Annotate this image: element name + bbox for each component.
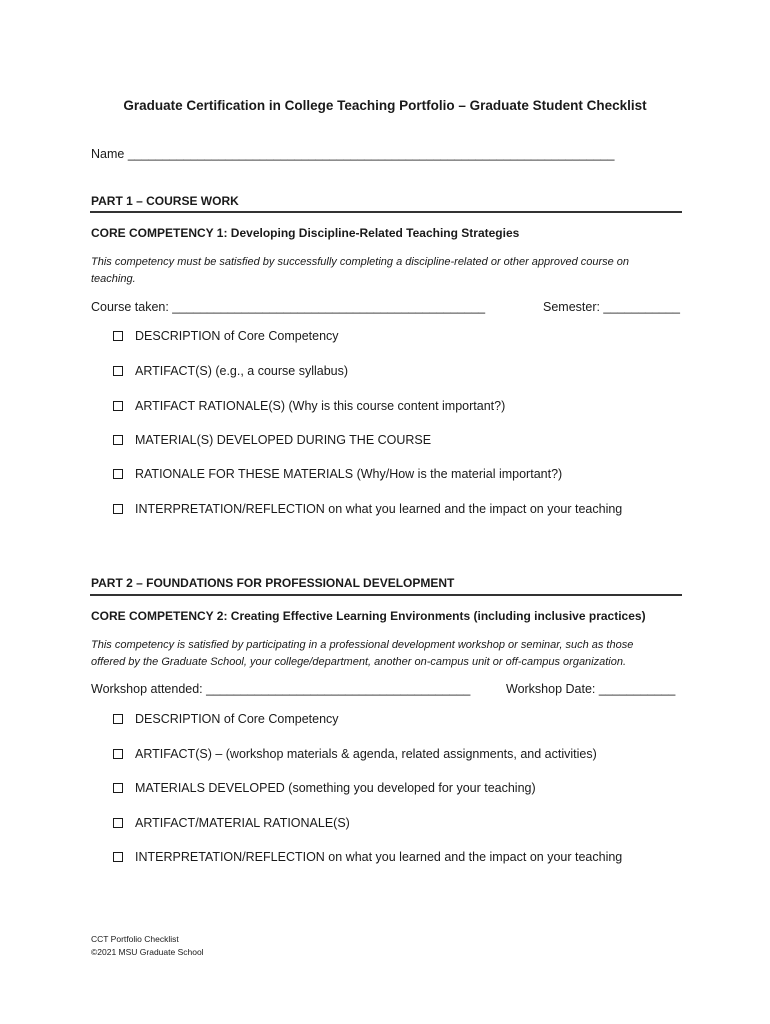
part2-heading: PART 2 – FOUNDATIONS FOR PROFESSIONAL DEVELOPMENT: [91, 576, 455, 590]
checklist-item[interactable]: [113, 781, 536, 795]
checkbox[interactable]: [113, 714, 123, 724]
checklist-item[interactable]: [113, 329, 339, 343]
checklist-item[interactable]: [113, 747, 597, 761]
checklist-item-label: ARTIFACT RATIONALE(S) (Why is this course content important?): [135, 399, 506, 413]
checkbox[interactable]: [113, 504, 123, 514]
part2-divider: [90, 594, 682, 596]
semester-field[interactable]: Semester: ___________: [543, 300, 680, 314]
name-field[interactable]: Name ______________________________________________________________________: [91, 147, 615, 161]
checkbox[interactable]: [113, 783, 123, 793]
page-title: Graduate Certification in College Teaching Portfolio – Graduate Student Checklist: [123, 98, 647, 113]
checkbox[interactable]: [113, 749, 123, 759]
checkbox[interactable]: [113, 852, 123, 862]
checkbox[interactable]: [113, 469, 123, 479]
checklist-item[interactable]: [113, 399, 505, 413]
checklist-item-label: ARTIFACT/MATERIAL RATIONALE(S): [135, 816, 350, 830]
checklist-item[interactable]: [113, 816, 350, 830]
core-competency-2-heading: CORE COMPETENCY 2: Creating Effective Learning Environments (including inclusive practices): [91, 609, 646, 623]
checklist-item-label: ARTIFACT(S) (e.g., a course syllabus): [135, 364, 349, 378]
checklist-item-label: RATIONALE FOR THESE MATERIALS (Why/How is the material important?): [135, 467, 563, 481]
checklist-item-label: ARTIFACT(S) – (workshop materials & agenda, related assignments, and activities): [135, 747, 597, 761]
checklist-item-label: MATERIALS DEVELOPED (something you developed for your teaching): [135, 781, 536, 795]
checkbox[interactable]: [113, 366, 123, 376]
checklist-item[interactable]: [113, 467, 562, 481]
competency-2-description-line1: This competency is satisfied by participating in a professional development workshop or seminar, such as those: [91, 639, 634, 651]
checkbox[interactable]: [113, 331, 123, 341]
checklist-item-label: MATERIAL(S) DEVELOPED DURING THE COURSE: [135, 433, 432, 447]
footer-copyright: ©2021 MSU Graduate School: [91, 947, 204, 957]
competency-1-description-line1: This competency must be satisfied by successfully completing a discipline-related or other approved course on: [91, 256, 630, 268]
checklist-item[interactable]: [113, 433, 431, 447]
checklist-item[interactable]: [113, 712, 339, 726]
checklist-item[interactable]: [113, 502, 622, 516]
course-taken-field[interactable]: Course taken: _____________________________________________: [91, 300, 486, 314]
checkbox[interactable]: [113, 818, 123, 828]
checkbox[interactable]: [113, 435, 123, 445]
checklist-item[interactable]: [113, 850, 622, 864]
competency-2-description-line2: offered by the Graduate School, your college/department, another on-campus unit or off-campus organization.: [91, 656, 627, 668]
footer-document-name: CCT Portfolio Checklist: [91, 934, 179, 944]
footer: [91, 933, 204, 959]
checklist-item-label: DESCRIPTION of Core Competency: [135, 329, 339, 343]
checklist-item-label: INTERPRETATION/REFLECTION on what you learned and the impact on your teaching: [135, 502, 623, 516]
core-competency-1-heading: CORE COMPETENCY 1: Developing Discipline-Related Teaching Strategies: [91, 226, 520, 240]
checklist-item-label: INTERPRETATION/REFLECTION on what you learned and the impact on your teaching: [135, 850, 623, 864]
part1-divider: [90, 211, 682, 213]
competency-2-description: [91, 637, 676, 671]
part1-heading: PART 1 – COURSE WORK: [91, 194, 239, 208]
competency-1-description: [91, 254, 676, 288]
competency-1-description-line2: teaching.: [91, 273, 136, 285]
workshop-attended-field[interactable]: Workshop attended: ______________________________________: [91, 682, 471, 696]
workshop-date-field[interactable]: Workshop Date: ___________: [506, 682, 676, 696]
checklist-item[interactable]: [113, 364, 348, 378]
checklist-item-label: DESCRIPTION of Core Competency: [135, 712, 339, 726]
checkbox[interactable]: [113, 401, 123, 411]
